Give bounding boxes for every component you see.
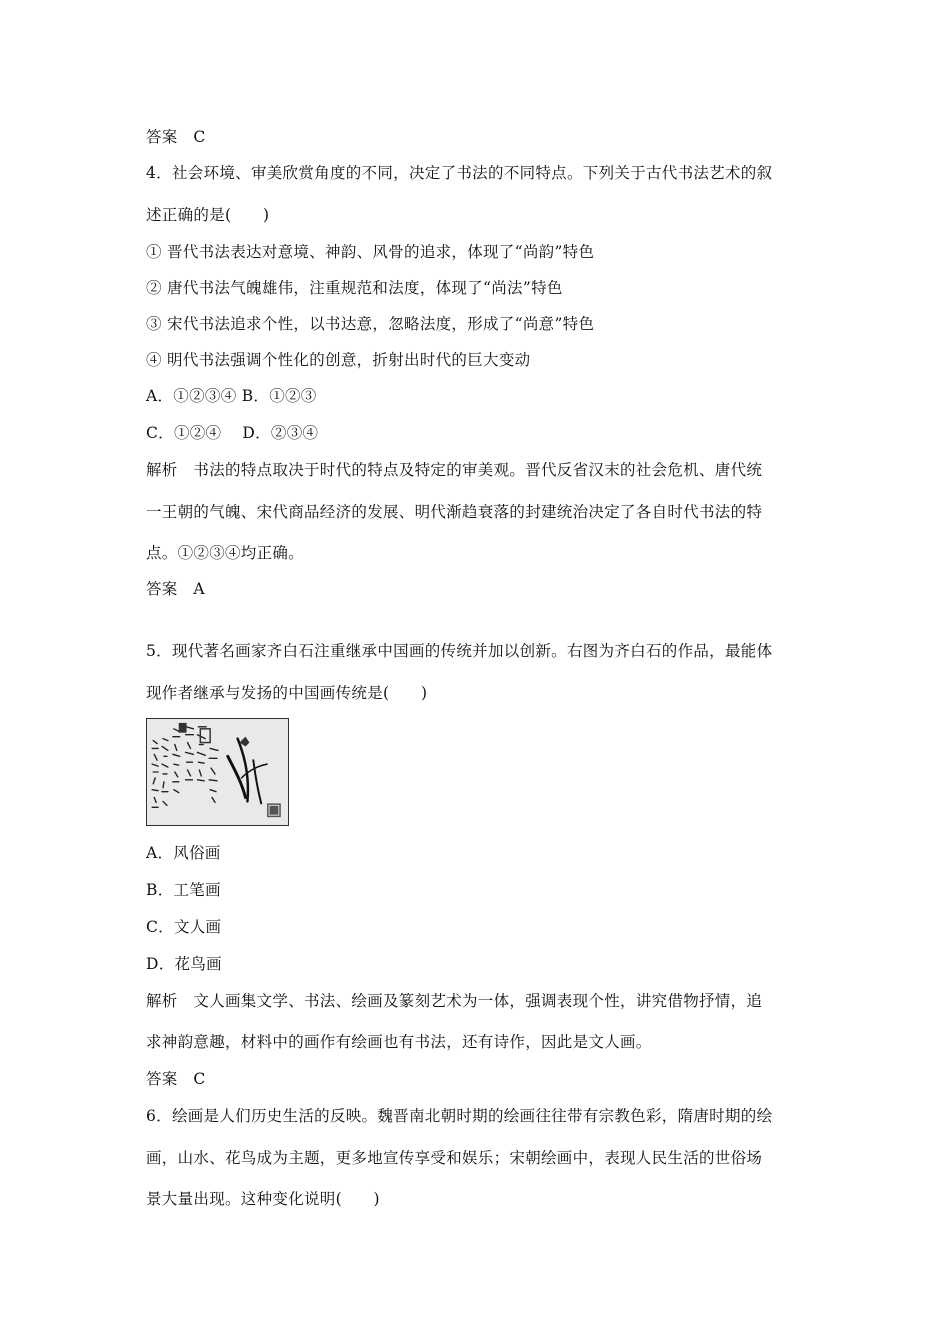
- qi-baishi-painting-image: [146, 718, 289, 826]
- question-5-stem-cont: 现作者继承与发扬的中国画传统是( ): [146, 684, 428, 702]
- q5-option-d: D．花鸟画: [146, 955, 222, 973]
- question-6-stem: 6．绘画是人们历史生活的反映。魏晋南北朝时期的绘画往往带有宗教色彩，隋唐时期的绘: [146, 1107, 773, 1125]
- question-6-stem-cont: 画，山水、花鸟成为主题，更多地宣传享受和娱乐；宋朝绘画中，表现人民生活的世俗场: [146, 1149, 763, 1167]
- question-4-stem-cont: 述正确的是( ): [146, 206, 270, 224]
- q4-analysis-end: 点。①②③④均正确。: [146, 544, 305, 562]
- q4-analysis-cont: 一王朝的气魄、宋代商品经济的发展、明代渐趋衰落的封建统治决定了各自时代书法的特: [146, 503, 763, 521]
- answer-5: 答案 C: [146, 1070, 206, 1088]
- q5-option-b: B．工笔画: [146, 881, 221, 899]
- question-5-stem: 5．现代著名画家齐白石注重继承中国画的传统并加以创新。右图为齐白石的作品，最能体: [146, 642, 773, 660]
- q4-statement-2: ② 唐代书法气魄雄伟，注重规范和法度，体现了“尚法”特色: [146, 279, 563, 297]
- q5-option-a: A．风俗画: [146, 844, 221, 862]
- q4-statement-1: ① 晋代书法表达对意境、神韵、风骨的追求，体现了“尚韵”特色: [146, 243, 595, 261]
- q5-option-c: C．文人画: [146, 918, 222, 936]
- q5-analysis: 解析 文人画集文学、书法、绘画及篆刻艺术为一体，强调表现个性，讲究借物抒情，追: [146, 992, 763, 1010]
- question-6-stem-end: 景大量出现。这种变化说明( ): [146, 1190, 380, 1208]
- q4-statement-3: ③ 宋代书法追求个性，以书达意，忽略法度，形成了“尚意”特色: [146, 315, 595, 333]
- q4-statement-4: ④ 明代书法强调个性化的创意，折射出时代的巨大变动: [146, 351, 531, 369]
- answer-4: 答案 A: [146, 580, 205, 598]
- answer-3: 答案 C: [146, 128, 206, 146]
- question-4-stem: 4．社会环境、审美欣赏角度的不同，决定了书法的不同特点。下列关于古代书法艺术的叙: [146, 164, 773, 182]
- q4-analysis: 解析 书法的特点取决于时代的特点及特定的审美观。晋代反省汉末的社会危机、唐代统: [146, 461, 763, 479]
- q4-options-ab: A．①②③④ B．①②③: [146, 387, 317, 405]
- q4-options-cd: C．①②④ D．②③④: [146, 424, 319, 442]
- q5-analysis-cont: 求神韵意趣，材料中的画作有绘画也有书法，还有诗作，因此是文人画。: [146, 1033, 652, 1051]
